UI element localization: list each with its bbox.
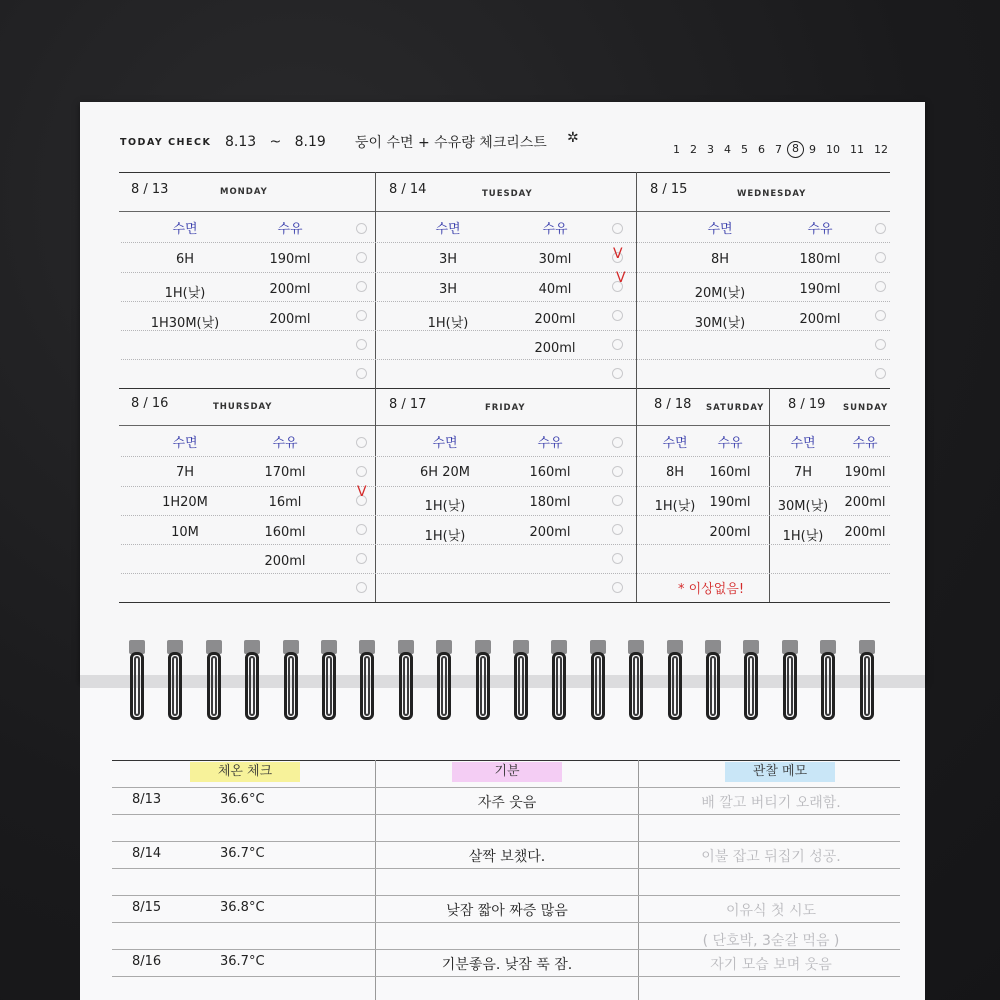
checkbox-fri-3[interactable] <box>612 524 623 535</box>
sun-sleep-0: 7H <box>793 465 813 480</box>
sun-feed-0: 190ml <box>844 465 886 480</box>
bottom-line-0 <box>112 787 900 788</box>
wed-date: 8 / 15 <box>650 182 688 197</box>
check-mark-tue-2: V <box>616 270 626 286</box>
month-7[interactable]: 7 <box>775 143 782 156</box>
month-1[interactable]: 1 <box>673 143 680 156</box>
spiral-ring <box>434 640 454 722</box>
month-selector <box>668 143 893 158</box>
spiral-ring <box>549 640 569 722</box>
sat-sleep-1: 1H(낮) <box>654 499 696 514</box>
checkbox-tue-5[interactable] <box>612 368 623 379</box>
temp-value-1: 36.7°C <box>220 846 265 861</box>
fri-date: 8 / 17 <box>389 397 427 412</box>
sat-note: * 이상없음! <box>677 582 745 597</box>
mon-feed-0: 190ml <box>269 252 311 267</box>
mood-0: 자주 웃음 <box>477 795 537 811</box>
sat-date: 8 / 18 <box>654 397 692 412</box>
col-divider-1 <box>375 172 376 602</box>
mon-feed-1: 200ml <box>269 282 311 297</box>
week-range: 8.13 ~ 8.19 <box>225 134 326 150</box>
month-4[interactable]: 4 <box>724 143 731 156</box>
spiral-ring <box>357 640 377 722</box>
mood-1: 살짝 보챘다. <box>468 849 546 865</box>
checklist-title: 둥이 수면 + 수유량 체크리스트 <box>355 135 547 151</box>
spiral-ring <box>473 640 493 722</box>
temp-date-0: 8/13 <box>132 792 162 807</box>
checkbox-fri-2[interactable] <box>612 495 623 506</box>
wed-feed-0: 180ml <box>799 252 841 267</box>
mood-2: 낮잠 짧아 짜증 많음 <box>446 903 568 919</box>
checkbox-thu-5[interactable] <box>356 582 367 593</box>
bottom-rule <box>119 602 890 603</box>
thu-sleep-2: 10M <box>171 525 199 540</box>
thu-feed-3: 200ml <box>264 554 306 569</box>
header-rule <box>119 172 890 173</box>
day-header-rule-2 <box>119 425 890 426</box>
fri-feed-header: 수유 <box>537 436 563 451</box>
bottom-line-3 <box>112 868 900 869</box>
sat-feed-0: 160ml <box>709 465 751 480</box>
star-doodle-icon: ✲ <box>567 130 579 146</box>
sun-feed-header: 수유 <box>852 436 878 451</box>
spiral-ring <box>665 640 685 722</box>
sun-sleep-1: 30M(낮) <box>777 499 829 514</box>
mood-3: 기분좋음. 낮잠 푹 잠. <box>441 957 573 973</box>
spiral-ring <box>319 640 339 722</box>
thu-date: 8 / 16 <box>131 396 169 411</box>
wed-feed-1: 190ml <box>799 282 841 297</box>
spiral-ring <box>818 640 838 722</box>
spiral-ring <box>204 640 224 722</box>
month-12[interactable]: 12 <box>874 143 888 156</box>
wed-sleep-header: 수면 <box>707 222 733 237</box>
checkbox-tue-0[interactable] <box>612 223 623 234</box>
checkbox-wed-1[interactable] <box>875 252 886 263</box>
checkbox-wed-4[interactable] <box>875 339 886 350</box>
mon-sleep-1: 1H(낮) <box>164 286 206 301</box>
spiral-ring <box>281 640 301 722</box>
row-line-top-3 <box>121 330 890 331</box>
sun-name: SUNDAY <box>843 403 889 413</box>
wed-feed-header: 수유 <box>807 222 833 237</box>
mon-name: MONDAY <box>220 187 268 197</box>
bottom-table-top-rule <box>112 760 900 761</box>
sun-feed-1: 200ml <box>844 495 886 510</box>
checkbox-mon-2[interactable] <box>356 281 367 292</box>
row-line-top-0 <box>121 242 890 243</box>
mon-sleep-0: 6H <box>175 252 195 267</box>
tue-feed-header: 수유 <box>542 222 568 237</box>
month-9[interactable]: 9 <box>809 143 816 156</box>
day-header-rule <box>119 211 890 212</box>
thu-sleep-1: 1H20M <box>162 495 208 510</box>
wed-sleep-2: 30M(낮) <box>694 316 746 331</box>
checkbox-thu-1[interactable] <box>356 466 367 477</box>
spiral-ring <box>741 640 761 722</box>
row-line-bottom-0 <box>121 456 890 457</box>
fri-feed-1: 180ml <box>529 495 571 510</box>
fri-sleep-0: 6H 20M <box>420 465 470 480</box>
month-6[interactable]: 6 <box>758 143 765 156</box>
row-line-top-4 <box>121 359 890 360</box>
row-line-top-2 <box>121 301 890 302</box>
temp-date-2: 8/15 <box>132 900 162 915</box>
spiral-ring <box>588 640 608 722</box>
sun-sleep-header: 수면 <box>790 436 816 451</box>
checkbox-mon-1[interactable] <box>356 252 367 263</box>
month-11[interactable]: 11 <box>850 143 864 156</box>
mood-header: 기분 <box>452 762 562 782</box>
tue-sleep-header: 수면 <box>435 222 461 237</box>
wed-sleep-1: 20M(낮) <box>694 286 746 301</box>
month-8[interactable]: 8 <box>787 141 804 158</box>
temp-value-3: 36.7°C <box>220 954 265 969</box>
checkbox-wed-5[interactable] <box>875 368 886 379</box>
check-mark-thu: V <box>357 484 367 500</box>
sat-feed-1: 190ml <box>709 495 751 510</box>
check-mark-tue-1: V <box>613 246 623 262</box>
checkbox-wed-3[interactable] <box>875 310 886 321</box>
bottom-line-5 <box>112 922 900 923</box>
fri-sleep-2: 1H(낮) <box>424 529 466 544</box>
thu-feed-2: 160ml <box>264 525 306 540</box>
checkbox-fri-5[interactable] <box>612 582 623 593</box>
spiral-ring <box>165 640 185 722</box>
checkbox-thu-0[interactable] <box>356 437 367 448</box>
memo-header: 관찰 메모 <box>725 762 835 782</box>
checkbox-mon-3[interactable] <box>356 310 367 321</box>
spiral-ring <box>511 640 531 722</box>
tue-sleep-2: 1H(낮) <box>427 316 469 331</box>
spiral-ring <box>242 640 262 722</box>
wed-name: WEDNESDAY <box>737 189 807 199</box>
checkbox-mon-4[interactable] <box>356 339 367 350</box>
checkbox-mon-0[interactable] <box>356 223 367 234</box>
col-divider-3 <box>769 388 770 602</box>
mon-feed-2: 200ml <box>269 312 311 327</box>
checkbox-mon-5[interactable] <box>356 368 367 379</box>
today-check-label: TODAY CHECK <box>120 137 212 148</box>
spiral-ring <box>396 640 416 722</box>
checkbox-fri-1[interactable] <box>612 466 623 477</box>
thu-sleep-0: 7H <box>175 465 195 480</box>
memo-2-line2: ( 단호박, 3숟갈 먹음 ) <box>702 933 840 949</box>
tue-feed-1: 40ml <box>538 282 572 297</box>
memo-2: 이유식 첫 시도 <box>725 903 817 919</box>
bottom-line-2 <box>112 841 900 842</box>
sun-date: 8 / 19 <box>788 397 826 412</box>
checkbox-fri-4[interactable] <box>612 553 623 564</box>
tue-name: TUESDAY <box>482 189 533 199</box>
temp-value-2: 36.8°C <box>220 900 265 915</box>
bottom-line-4 <box>112 895 900 896</box>
temp-value-0: 36.6°C <box>220 792 265 807</box>
bottom-line-1 <box>112 814 900 815</box>
checkbox-wed-0[interactable] <box>875 223 886 234</box>
tue-feed-0: 30ml <box>538 252 572 267</box>
row-line-top-1 <box>121 272 890 273</box>
checkbox-thu-3[interactable] <box>356 524 367 535</box>
tue-date: 8 / 14 <box>389 182 427 197</box>
memo-0: 배 깔고 버티기 오래함. <box>701 795 841 811</box>
tue-feed-2: 200ml <box>534 312 576 327</box>
spiral-ring <box>857 640 877 722</box>
checkbox-tue-4[interactable] <box>612 339 623 350</box>
mon-sleep-header: 수면 <box>172 222 198 237</box>
checkbox-wed-2[interactable] <box>875 281 886 292</box>
checkbox-tue-3[interactable] <box>612 310 623 321</box>
wed-feed-2: 200ml <box>799 312 841 327</box>
fri-feed-2: 200ml <box>529 525 571 540</box>
row-line-bottom-2 <box>121 515 890 516</box>
tue-sleep-0: 3H <box>438 252 458 267</box>
bottom-col-divider-2 <box>638 760 639 1000</box>
bottom-line-7 <box>112 976 900 977</box>
row-line-bottom-4 <box>121 573 890 574</box>
sun-sleep-2: 1H(낮) <box>782 529 824 544</box>
tue-sleep-1: 3H <box>438 282 458 297</box>
temp-date-3: 8/16 <box>132 954 162 969</box>
checkbox-thu-4[interactable] <box>356 553 367 564</box>
sat-feed-2: 200ml <box>709 525 751 540</box>
memo-1: 이불 잡고 뒤집기 성공. <box>701 849 841 865</box>
thu-feed-header: 수유 <box>272 436 298 451</box>
thu-feed-1: 16ml <box>268 495 302 510</box>
sat-sleep-header: 수면 <box>662 436 688 451</box>
sat-name: SATURDAY <box>706 403 765 413</box>
spiral-ring <box>780 640 800 722</box>
memo-3: 자기 모습 보며 웃음 <box>710 957 832 973</box>
sat-sleep-0: 8H <box>665 465 685 480</box>
mon-feed-header: 수유 <box>277 222 303 237</box>
temp-header: 체온 체크 <box>190 762 300 782</box>
tue-feed-3: 200ml <box>534 341 576 356</box>
temp-date-1: 8/14 <box>132 846 162 861</box>
mon-sleep-2: 1H30M(낮) <box>150 316 220 331</box>
spiral-ring <box>703 640 723 722</box>
col-divider-2 <box>636 172 637 602</box>
fri-name: FRIDAY <box>485 403 526 413</box>
row-line-bottom-1 <box>121 486 890 487</box>
month-2[interactable]: 2 <box>690 143 697 156</box>
month-5[interactable]: 5 <box>741 143 748 156</box>
thu-sleep-header: 수면 <box>172 436 198 451</box>
spiral-ring <box>626 640 646 722</box>
row-line-bottom-3 <box>121 544 890 545</box>
week-row-divider <box>119 388 890 389</box>
thu-feed-0: 170ml <box>264 465 306 480</box>
fri-sleep-header: 수면 <box>432 436 458 451</box>
mon-date: 8 / 13 <box>131 182 169 197</box>
spiral-ring <box>127 640 147 722</box>
sat-feed-header: 수유 <box>717 436 743 451</box>
month-3[interactable]: 3 <box>707 143 714 156</box>
fri-sleep-1: 1H(낮) <box>424 499 466 514</box>
wed-sleep-0: 8H <box>710 252 730 267</box>
thu-name: THURSDAY <box>213 402 273 412</box>
checkbox-fri-0[interactable] <box>612 437 623 448</box>
sun-feed-2: 200ml <box>844 525 886 540</box>
month-10[interactable]: 10 <box>826 143 840 156</box>
fri-feed-0: 160ml <box>529 465 571 480</box>
